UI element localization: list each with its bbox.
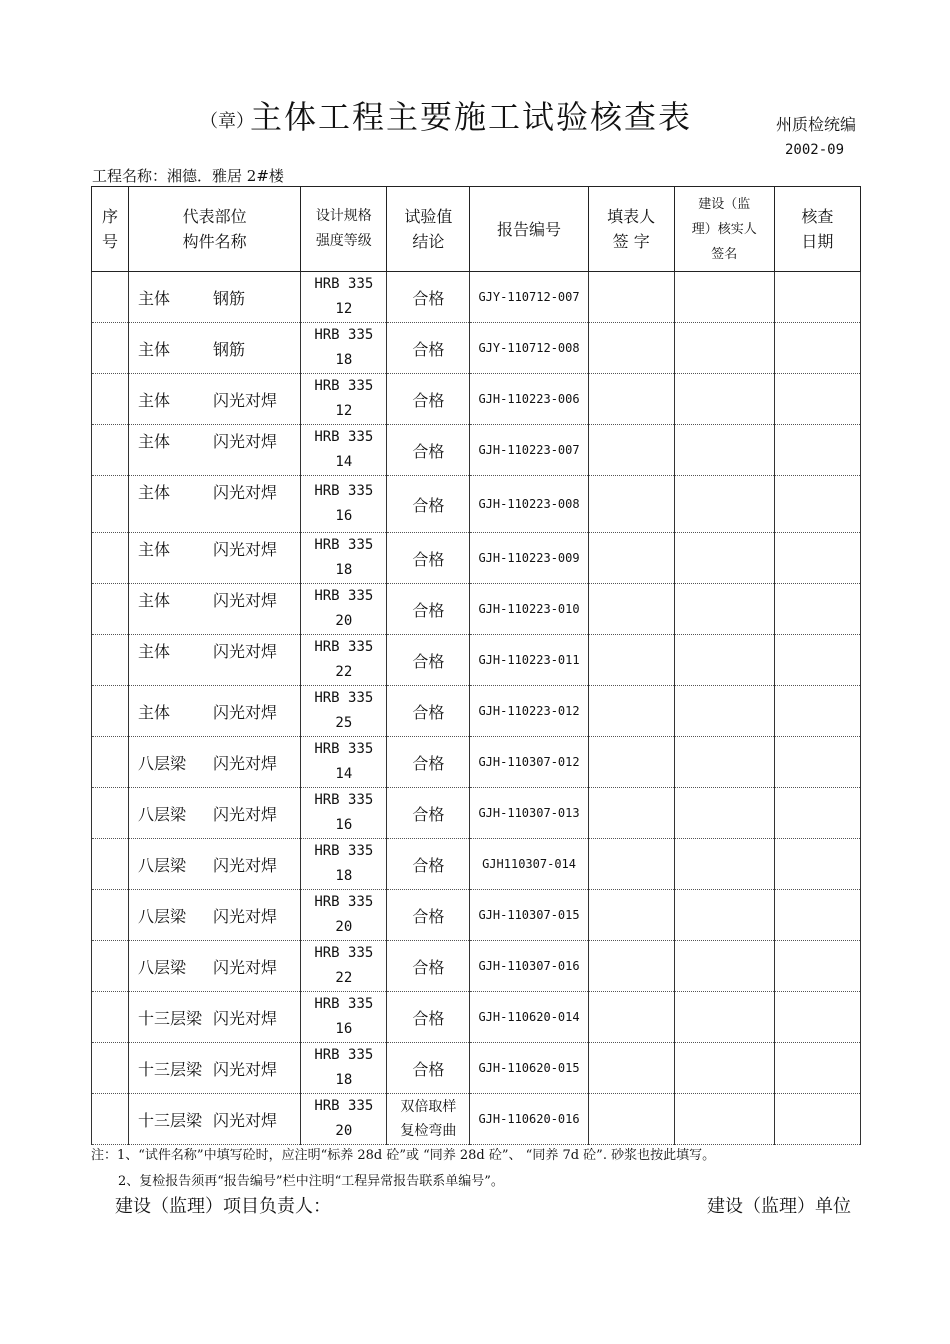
spec-grade: HRB 335: [314, 843, 374, 859]
seq-cell: [92, 476, 129, 533]
part-cell: [129, 323, 301, 374]
col-filler-line2: 签 字: [612, 232, 650, 251]
header-row: [92, 187, 861, 272]
spec-grade: HRB 335: [314, 429, 374, 445]
issuer-label: 州质检统编: [776, 115, 857, 134]
table-row: [92, 737, 861, 788]
spec-cell: [301, 425, 387, 476]
col-part: [129, 187, 301, 272]
spec-cell: [301, 839, 387, 890]
result-text: 合格: [412, 855, 445, 875]
filler-cell: [588, 788, 674, 839]
col-filler: [588, 187, 674, 272]
filler-cell: [588, 533, 674, 584]
note-2: 2、复检报告须再“报告编号”栏中注明“工程异常报告联系单编号”。: [118, 1174, 504, 1189]
report-cell: [470, 686, 588, 737]
col-result-line2: 结论: [412, 232, 445, 251]
spec-grade: HRB 335: [314, 945, 374, 961]
result-text: 合格: [412, 651, 445, 671]
spec-size: 18: [335, 868, 353, 884]
report-number: GJH-110620-016: [478, 1112, 580, 1126]
result-cell: [387, 788, 470, 839]
result-cell: [387, 1094, 470, 1145]
part-name: 主体: [138, 591, 171, 610]
supervisor-cell: [674, 1043, 774, 1094]
part-cell: [129, 1043, 301, 1094]
seq-cell: [92, 839, 129, 890]
report-cell: [470, 890, 588, 941]
report-number: GJH-110223-009: [478, 551, 580, 565]
component-name: 闪光对焊: [213, 1008, 278, 1028]
col-spec: [301, 187, 387, 272]
part-cell: [129, 272, 301, 323]
col-report-label: 报告编号: [497, 219, 562, 239]
part-cell: [129, 374, 301, 425]
spec-cell: [301, 584, 387, 635]
component-name: 闪光对焊: [213, 702, 278, 722]
seq-cell: [92, 941, 129, 992]
seq-cell: [92, 374, 129, 425]
result-cell: [387, 425, 470, 476]
date-cell: [774, 1094, 860, 1145]
supervisor-cell: [674, 374, 774, 425]
part-cell: [129, 992, 301, 1043]
spec-grade: HRB 335: [314, 588, 374, 604]
filler-cell: [588, 737, 674, 788]
supervisor-unit-label: 建设（监理）单位: [707, 1196, 851, 1217]
spec-cell: [301, 476, 387, 533]
spec-cell: [301, 686, 387, 737]
part-name: 十三层梁: [138, 1008, 203, 1028]
date-cell: [774, 374, 860, 425]
filler-cell: [588, 323, 674, 374]
component-name: 闪光对焊: [213, 855, 278, 875]
spec-cell: [301, 1094, 387, 1145]
result-line2: 复检弯曲: [400, 1123, 457, 1139]
col-result: [387, 187, 470, 272]
report-cell: [470, 425, 588, 476]
result-cell: [387, 1043, 470, 1094]
project-name: 工程名称：湘德．雅居 2#楼: [92, 167, 284, 185]
spec-grade: HRB 335: [314, 996, 374, 1012]
spec-size: 16: [335, 508, 353, 524]
spec-grade: HRB 335: [314, 537, 374, 553]
col-seq-line2: 号: [102, 232, 119, 251]
report-cell: [470, 635, 588, 686]
result-text: 合格: [412, 1008, 445, 1028]
spec-size: 14: [335, 454, 353, 470]
component-name: 钢筋: [213, 339, 246, 359]
report-cell: [470, 839, 588, 890]
table-row: [92, 788, 861, 839]
supervisor-cell: [674, 737, 774, 788]
result-text: 合格: [412, 702, 445, 722]
date-cell: [774, 533, 860, 584]
date-cell: [774, 992, 860, 1043]
supervisor-cell: [674, 941, 774, 992]
table-row: [92, 890, 861, 941]
spec-grade: HRB 335: [314, 1098, 374, 1114]
seq-cell: [92, 1094, 129, 1145]
spec-cell: [301, 788, 387, 839]
report-number: GJH-110223-008: [478, 497, 580, 511]
result-cell: [387, 890, 470, 941]
spec-size: 18: [335, 1072, 353, 1088]
col-supervisor: [674, 187, 774, 272]
report-number: GJH110307-014: [482, 857, 576, 871]
col-date: [774, 187, 860, 272]
seq-cell: [92, 1043, 129, 1094]
supervisor-cell: [674, 584, 774, 635]
result-text: 合格: [412, 441, 445, 461]
component-name: 闪光对焊: [213, 906, 278, 926]
table-body: [92, 272, 861, 1145]
report-cell: [470, 323, 588, 374]
result-cell: [387, 323, 470, 374]
supervisor-cell: [674, 323, 774, 374]
part-name: 主体: [138, 483, 171, 502]
report-cell: [470, 788, 588, 839]
supervisor-cell: [674, 839, 774, 890]
component-name: 闪光对焊: [213, 753, 278, 773]
report-cell: [470, 374, 588, 425]
part-cell: [129, 533, 301, 584]
col-supervisor-line2: 理）核实人: [691, 221, 757, 237]
spec-size: 25: [335, 715, 353, 731]
result-text: 合格: [412, 495, 445, 515]
part-cell: [129, 737, 301, 788]
col-seq: [92, 187, 129, 272]
spec-size: 18: [335, 562, 353, 578]
report-number: GJH-110223-006: [478, 392, 580, 406]
report-number: GJY-110712-008: [478, 341, 580, 355]
checklist-table: [91, 186, 861, 1145]
seq-cell: [92, 686, 129, 737]
spec-cell: [301, 272, 387, 323]
part-name: 十三层梁: [138, 1059, 203, 1079]
component-name: 闪光对焊: [213, 591, 278, 610]
date-cell: [774, 737, 860, 788]
spec-grade: HRB 335: [314, 690, 374, 706]
result-cell: [387, 476, 470, 533]
table-row: [92, 533, 861, 584]
result-text: 合格: [412, 957, 445, 977]
spec-grade: HRB 335: [314, 639, 374, 655]
supervisor-cell: [674, 992, 774, 1043]
spec-size: 16: [335, 817, 353, 833]
spec-grade: HRB 335: [314, 483, 374, 499]
spec-grade: HRB 335: [314, 741, 374, 757]
part-cell: [129, 941, 301, 992]
spec-grade: HRB 335: [314, 1047, 374, 1063]
report-number: GJH-110307-013: [478, 806, 580, 820]
spec-cell: [301, 533, 387, 584]
table-row: [92, 635, 861, 686]
result-cell: [387, 272, 470, 323]
spec-cell: [301, 635, 387, 686]
spec-cell: [301, 1043, 387, 1094]
report-number: GJH-110223-011: [478, 653, 580, 667]
supervisor-cell: [674, 635, 774, 686]
date-cell: [774, 839, 860, 890]
supervisor-cell: [674, 686, 774, 737]
date-cell: [774, 788, 860, 839]
supervisor-cell: [674, 1094, 774, 1145]
col-date-line1: 核查: [801, 207, 834, 226]
table-row: [92, 374, 861, 425]
spec-cell: [301, 374, 387, 425]
part-cell: [129, 584, 301, 635]
part-name: 主体: [138, 288, 171, 308]
result-text: 合格: [412, 549, 445, 569]
report-number: GJH-110307-012: [478, 755, 580, 769]
date-cell: [774, 272, 860, 323]
supervisor-signature-label: 建设（监理）项目负责人：: [115, 1196, 331, 1217]
spec-size: 20: [335, 613, 353, 629]
seq-cell: [92, 992, 129, 1043]
spec-size: 22: [335, 664, 353, 680]
date-cell: [774, 890, 860, 941]
supervisor-cell: [674, 788, 774, 839]
date-cell: [774, 323, 860, 374]
supervisor-cell: [674, 533, 774, 584]
result-cell: [387, 737, 470, 788]
component-name: 闪光对焊: [213, 1059, 278, 1079]
spec-grade: HRB 335: [314, 327, 374, 343]
table-row: [92, 839, 861, 890]
spec-cell: [301, 992, 387, 1043]
result-text: 合格: [412, 339, 445, 359]
spec-cell: [301, 323, 387, 374]
part-name: 八层梁: [138, 906, 187, 926]
supervisor-cell: [674, 425, 774, 476]
spec-size: 14: [335, 766, 353, 782]
result-cell: [387, 941, 470, 992]
result-text: 合格: [412, 1059, 445, 1079]
table-row: [92, 476, 861, 533]
filler-cell: [588, 374, 674, 425]
report-number: GJY-110712-007: [478, 290, 580, 304]
component-name: 闪光对焊: [213, 390, 278, 410]
supervisor-cell: [674, 890, 774, 941]
part-name: 主体: [138, 702, 171, 722]
spec-cell: [301, 941, 387, 992]
col-spec-line1: 设计规格: [315, 208, 372, 224]
date-cell: [774, 635, 860, 686]
seq-cell: [92, 533, 129, 584]
result-cell: [387, 686, 470, 737]
result-text: 合格: [412, 288, 445, 308]
part-cell: [129, 635, 301, 686]
part-cell: [129, 890, 301, 941]
component-name: 闪光对焊: [213, 540, 278, 559]
note-1: 注：1、“试件名称”中填写砼时，应注明“标养 28d 砼”或 “同养 28d 砼”、 “同养 7d 砼”. 砂浆也按此填写。: [91, 1148, 716, 1163]
report-cell: [470, 1094, 588, 1145]
part-cell: [129, 686, 301, 737]
report-number: GJH-110307-016: [478, 959, 580, 973]
edition-label: 2002-09: [785, 142, 845, 158]
date-cell: [774, 425, 860, 476]
seq-cell: [92, 890, 129, 941]
col-part-line1: 代表部位: [182, 207, 247, 226]
component-name: 闪光对焊: [213, 804, 278, 824]
part-cell: [129, 425, 301, 476]
filler-cell: [588, 635, 674, 686]
col-supervisor-line1: 建设（监: [698, 196, 751, 212]
spec-grade: HRB 335: [314, 378, 374, 394]
part-name: 主体: [138, 432, 171, 451]
supervisor-cell: [674, 272, 774, 323]
spec-size: 22: [335, 970, 353, 986]
spec-size: 16: [335, 1021, 353, 1037]
filler-cell: [588, 584, 674, 635]
filler-cell: [588, 992, 674, 1043]
spec-size: 20: [335, 1123, 353, 1139]
report-cell: [470, 533, 588, 584]
date-cell: [774, 686, 860, 737]
filler-cell: [588, 1043, 674, 1094]
part-name: 主体: [138, 642, 171, 661]
seq-cell: [92, 323, 129, 374]
filler-cell: [588, 941, 674, 992]
supervisor-cell: [674, 476, 774, 533]
spec-size: 12: [335, 403, 353, 419]
report-cell: [470, 941, 588, 992]
spec-grade: HRB 335: [314, 894, 374, 910]
result-text: 合格: [412, 390, 445, 410]
component-name: 钢筋: [213, 288, 246, 308]
filler-cell: [588, 686, 674, 737]
result-cell: [387, 992, 470, 1043]
part-name: 八层梁: [138, 753, 187, 773]
spec-size: 18: [335, 352, 353, 368]
report-number: GJH-110307-015: [478, 908, 580, 922]
part-name: 十三层梁: [138, 1110, 203, 1130]
filler-cell: [588, 839, 674, 890]
result-cell: [387, 839, 470, 890]
part-name: 八层梁: [138, 957, 187, 977]
part-cell: [129, 788, 301, 839]
date-cell: [774, 1043, 860, 1094]
filler-cell: [588, 476, 674, 533]
table-row: [92, 425, 861, 476]
col-seq-line1: 序: [102, 207, 119, 226]
table-row: [92, 272, 861, 323]
spec-grade: HRB 335: [314, 792, 374, 808]
report-cell: [470, 476, 588, 533]
part-name: 主体: [138, 390, 171, 410]
result-text: 合格: [412, 804, 445, 824]
spec-cell: [301, 737, 387, 788]
part-name: 八层梁: [138, 804, 187, 824]
part-name: 主体: [138, 339, 171, 359]
result-text: 合格: [412, 906, 445, 926]
col-spec-line2: 强度等级: [315, 233, 372, 249]
table-row: [92, 941, 861, 992]
spec-grade: HRB 335: [314, 276, 374, 292]
date-cell: [774, 584, 860, 635]
component-name: 闪光对焊: [213, 957, 278, 977]
filler-cell: [588, 425, 674, 476]
component-name: 闪光对焊: [213, 432, 278, 451]
table-row: [92, 1094, 861, 1145]
report-cell: [470, 992, 588, 1043]
report-number: GJH-110620-014: [478, 1010, 580, 1024]
result-line1: 双倍取样: [400, 1099, 457, 1115]
col-result-line1: 试验值: [404, 207, 453, 226]
report-cell: [470, 1043, 588, 1094]
table-row: [92, 323, 861, 374]
seq-cell: [92, 788, 129, 839]
part-name: 主体: [138, 540, 171, 559]
report-cell: [470, 584, 588, 635]
date-cell: [774, 476, 860, 533]
table-row: [92, 584, 861, 635]
filler-cell: [588, 890, 674, 941]
table-row: [92, 686, 861, 737]
report-cell: [470, 272, 588, 323]
result-cell: [387, 374, 470, 425]
result-text: 合格: [412, 600, 445, 620]
seq-cell: [92, 425, 129, 476]
part-name: 八层梁: [138, 855, 187, 875]
page-title: 主体工程主要施工试验核查表: [250, 98, 693, 136]
col-part-line2: 构件名称: [182, 232, 247, 251]
result-cell: [387, 635, 470, 686]
col-filler-line1: 填表人: [607, 207, 656, 226]
part-cell: [129, 839, 301, 890]
component-name: 闪光对焊: [213, 1110, 278, 1130]
col-date-line2: 日期: [801, 232, 834, 251]
table-row: [92, 992, 861, 1043]
spec-size: 12: [335, 301, 353, 317]
component-name: 闪光对焊: [213, 483, 278, 502]
filler-cell: [588, 1094, 674, 1145]
title-prefix: （章）: [200, 111, 254, 132]
table-row: [92, 1043, 861, 1094]
seq-cell: [92, 737, 129, 788]
seq-cell: [92, 584, 129, 635]
spec-cell: [301, 890, 387, 941]
col-supervisor-line3: 签名: [711, 246, 738, 262]
seq-cell: [92, 272, 129, 323]
part-cell: [129, 476, 301, 533]
result-text: 合格: [412, 753, 445, 773]
filler-cell: [588, 272, 674, 323]
report-number: GJH-110620-015: [478, 1061, 580, 1075]
report-number: GJH-110223-007: [478, 443, 580, 457]
component-name: 闪光对焊: [213, 642, 278, 661]
date-cell: [774, 941, 860, 992]
spec-size: 20: [335, 919, 353, 935]
result-cell: [387, 584, 470, 635]
report-cell: [470, 737, 588, 788]
part-cell: [129, 1094, 301, 1145]
report-number: GJH-110223-012: [478, 704, 580, 718]
col-report: [470, 187, 588, 272]
report-number: GJH-110223-010: [478, 602, 580, 616]
result-cell: [387, 533, 470, 584]
seq-cell: [92, 635, 129, 686]
